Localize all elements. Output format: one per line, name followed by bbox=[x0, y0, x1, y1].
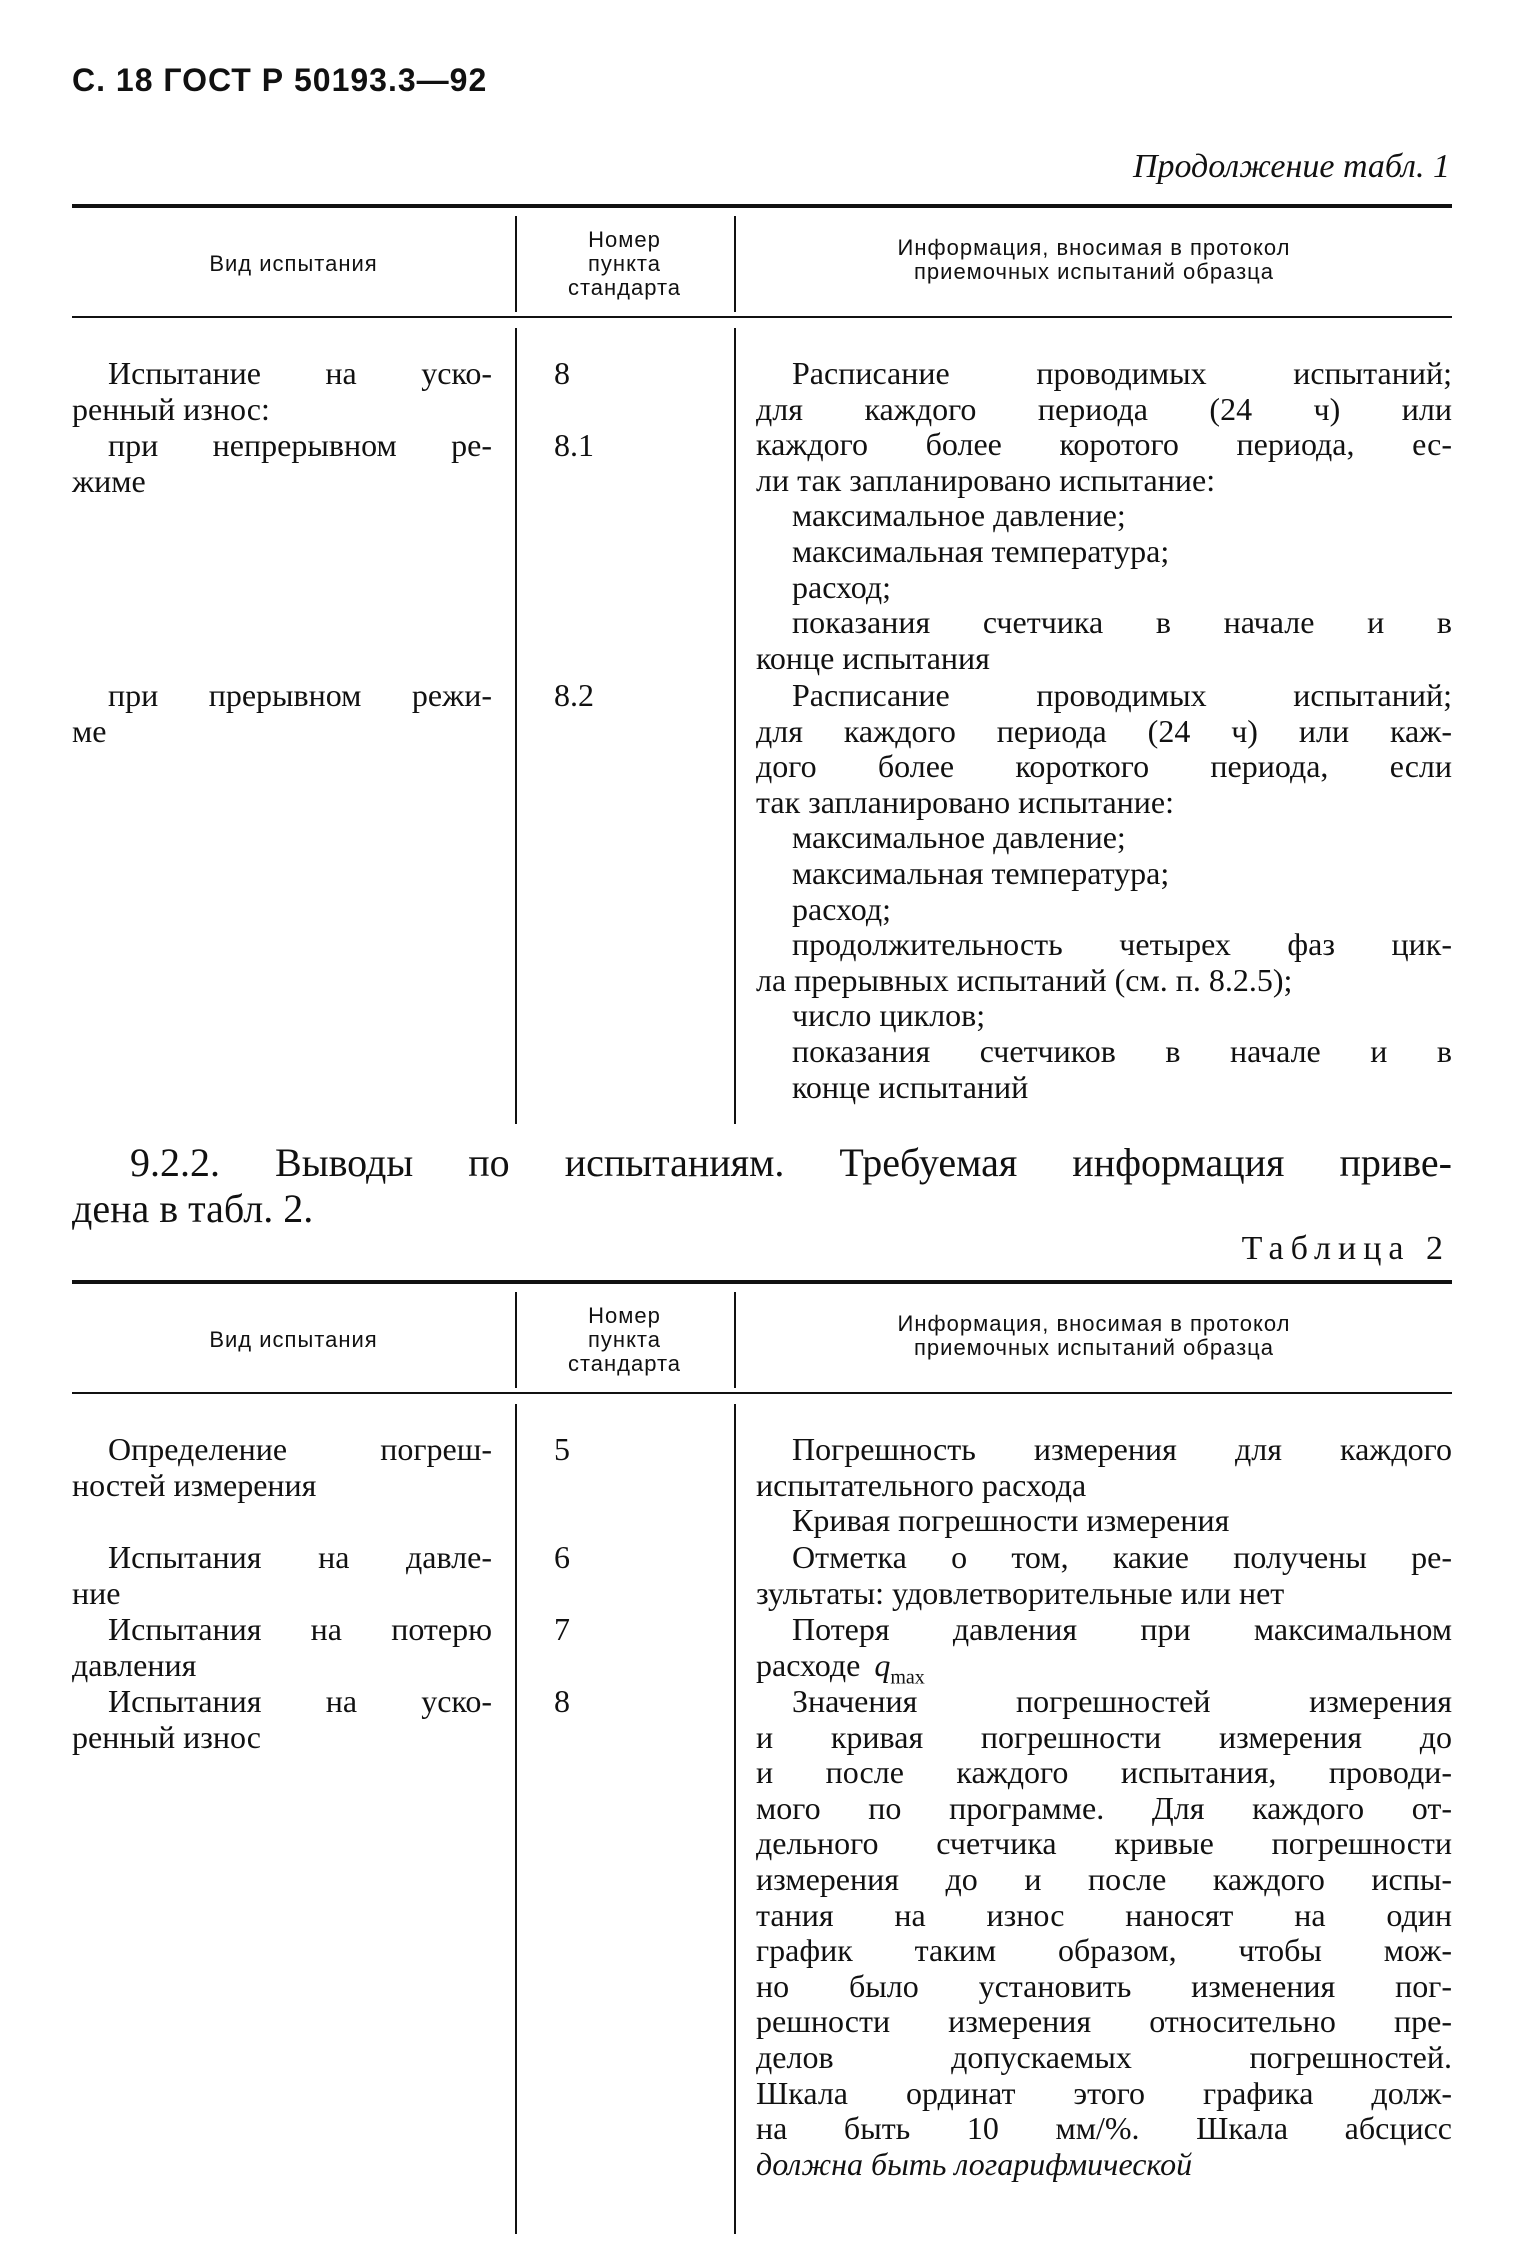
page-header: С. 18 ГОСТ Р 50193.3—92 bbox=[72, 62, 488, 98]
text-line: конце испытаний bbox=[792, 1068, 1029, 1105]
table-2-row-4-protocol-info bbox=[756, 1684, 1452, 2182]
table-2-row-1-protocol-info bbox=[756, 1432, 1452, 1539]
text-line: для каждого периода (24 ч) или каж- bbox=[756, 712, 1452, 749]
table-1-header-clause-number bbox=[515, 228, 734, 300]
text-line: делов допускаемых погрешностей. bbox=[756, 2038, 1452, 2075]
header-line: Номер bbox=[588, 227, 661, 252]
table-1-body-divider-2 bbox=[734, 328, 736, 1124]
text-line: Испытания на потерю bbox=[108, 1611, 492, 1647]
text-line: ренный износ bbox=[72, 1718, 261, 1755]
table-1-row-2-test-type bbox=[72, 428, 492, 499]
text-line: Шкала ординат этого графика долж- bbox=[756, 2074, 1452, 2111]
header-line: Номер bbox=[588, 1303, 661, 1328]
text-line: максимальная температура; bbox=[792, 532, 1170, 569]
text-line: Отметка о том, какие получены ре- bbox=[792, 1539, 1452, 1575]
text-line: число циклов; bbox=[792, 997, 986, 1034]
text-line: испытательного расхода bbox=[756, 1466, 1087, 1503]
text-line: Испытания на давле- bbox=[108, 1539, 492, 1575]
table-2-row-1-clause: 5 bbox=[554, 1431, 570, 1467]
text-line: показания счетчиков в начале и в bbox=[792, 1032, 1452, 1069]
text-line: Значения погрешностей измерения bbox=[792, 1683, 1452, 1719]
text-line: ме bbox=[72, 712, 107, 749]
text-fragment: расходе bbox=[756, 1646, 861, 1683]
table-1-row-1-test-type bbox=[72, 356, 492, 427]
table-1-body-divider-1 bbox=[515, 328, 517, 1124]
text-line: должна быть логарифмической bbox=[756, 2145, 1193, 2182]
q-subscript: max bbox=[890, 1665, 925, 1688]
table-1-row-2-clause: 8.1 bbox=[554, 427, 594, 463]
paragraph-9-2-2 bbox=[72, 1140, 1452, 1232]
continuation-caption: Продолжение табл. 1 bbox=[1132, 148, 1450, 185]
table-2-row-2-test-type bbox=[72, 1540, 492, 1611]
header-line: приемочных испытаний образца bbox=[914, 1335, 1274, 1360]
table-2-header-test-type: Вид испытания bbox=[209, 1327, 378, 1352]
text-line: максимальное давление; bbox=[792, 497, 1126, 534]
table-2-top-rule bbox=[72, 1280, 1452, 1284]
header-line: Информация, вносимая в протокол bbox=[897, 235, 1291, 260]
text-line: расход; bbox=[792, 568, 892, 605]
text-line: каждого более коротого периода, ес- bbox=[756, 426, 1452, 463]
text-line: жиме bbox=[72, 462, 146, 499]
text-line: максимальное давление; bbox=[792, 819, 1126, 856]
text-line: Определение погреш- bbox=[108, 1431, 492, 1467]
table-2-row-4-clause: 8 bbox=[554, 1683, 570, 1719]
table-2-row-2-clause: 6 bbox=[554, 1539, 570, 1575]
table-2-row-3-clause: 7 bbox=[554, 1611, 570, 1647]
text-line: Расписание проводимых испытаний; bbox=[792, 677, 1452, 713]
header-line: приемочных испытаний образца bbox=[914, 259, 1274, 284]
table-2 bbox=[72, 1280, 1452, 2240]
table-2-row-3-test-type bbox=[72, 1612, 492, 1683]
q-symbol: q bbox=[874, 1646, 891, 1683]
text-line: Потеря давления при максимальном bbox=[792, 1611, 1452, 1647]
text-line: Кривая погрешности измерения bbox=[792, 1502, 1230, 1539]
text-line: давления bbox=[72, 1646, 197, 1683]
text-line: ние bbox=[72, 1574, 121, 1611]
text-line: Расписание проводимых испытаний; bbox=[792, 355, 1452, 391]
table-1-row-3-clause: 8.2 bbox=[554, 677, 594, 713]
table-1 bbox=[72, 204, 1452, 1134]
text-line: на быть 10 мм/%. Шкала абсцисс bbox=[756, 2110, 1452, 2147]
table-2-row-2-protocol-info bbox=[756, 1540, 1452, 1611]
text-line: зультаты: удовлетворительные или нет bbox=[756, 1574, 1285, 1611]
header-line: стандарта bbox=[567, 275, 682, 300]
header-line: Информация, вносимая в протокол bbox=[897, 1311, 1291, 1336]
table-2-row-4-test-type bbox=[72, 1684, 492, 1755]
text-line: для каждого периода (24 ч) или bbox=[756, 390, 1452, 427]
table-1-header-protocol-info bbox=[736, 236, 1452, 284]
text-line: измерения до и после каждого испы- bbox=[756, 1860, 1452, 1897]
header-line: пункта bbox=[588, 1327, 661, 1352]
text-line: конце испытания bbox=[756, 639, 990, 676]
text-line: Погрешность измерения для каждого bbox=[792, 1431, 1452, 1467]
text-line: Испытания на уско- bbox=[108, 1683, 492, 1719]
text-line: решности измерения относительно пре- bbox=[756, 2003, 1452, 2040]
text-line: тания на износ наносят на один bbox=[756, 1896, 1452, 1933]
text-line: ренный износ: bbox=[72, 390, 270, 427]
table-2-header-rule bbox=[72, 1392, 1452, 1394]
table-1-row-3-protocol-info bbox=[756, 678, 1452, 1105]
text-line: при прерывном режи- bbox=[108, 677, 492, 713]
table-2-caption: Таблица 2 bbox=[1241, 1230, 1450, 1267]
text-line: Испытание на уско- bbox=[108, 355, 492, 391]
header-line: пункта bbox=[588, 251, 661, 276]
text-line: ли так запланировано испытание: bbox=[756, 461, 1216, 498]
table-1-header-test-type: Вид испытания bbox=[209, 251, 378, 276]
table-2-body-divider-1 bbox=[515, 1404, 517, 2234]
text-line: и кривая погрешности измерения до bbox=[756, 1718, 1452, 1755]
table-1-row-3-test-type bbox=[72, 678, 492, 749]
text-line: и после каждого испытания, проводи- bbox=[756, 1754, 1452, 1791]
text-line: дельного счетчика кривые погрешности bbox=[756, 1825, 1452, 1862]
table-1-row-2-protocol-info bbox=[756, 356, 1452, 676]
text-line: ла прерывных испытаний (см. п. 8.2.5); bbox=[756, 961, 1293, 998]
text-line: но было установить изменения пог- bbox=[756, 1967, 1452, 2004]
text-line: дена в табл. 2. bbox=[72, 1186, 314, 1231]
text-line: ностей измерения bbox=[72, 1466, 317, 1503]
table-1-row-1-clause: 8 bbox=[554, 355, 570, 391]
table-2-header-protocol-info bbox=[736, 1312, 1452, 1360]
table-1-header-rule bbox=[72, 316, 1452, 318]
text-line: продолжительность четырех фаз цик- bbox=[792, 926, 1452, 963]
text-line: при непрерывном ре- bbox=[108, 427, 492, 463]
text-line: максимальная температура; bbox=[792, 854, 1170, 891]
header-line: стандарта bbox=[567, 1351, 682, 1376]
text-line: график таким образом, чтобы мож- bbox=[756, 1932, 1452, 1969]
text-line: 9.2.2. Выводы по испытаниям. Требуемая информация приве- bbox=[130, 1140, 1452, 1185]
text-line: расход; bbox=[792, 890, 892, 927]
text-line: так запланировано испытание: bbox=[756, 783, 1174, 820]
text-line: дого более короткого периода, если bbox=[756, 748, 1452, 785]
table-1-top-rule bbox=[72, 204, 1452, 208]
table-2-row-1-test-type bbox=[72, 1432, 492, 1503]
text-line: мого по программе. Для каждого от- bbox=[756, 1789, 1452, 1826]
table-2-body-divider-2 bbox=[734, 1404, 736, 2234]
table-2-header-clause-number bbox=[515, 1304, 734, 1376]
text-line: показания счетчика в начале и в bbox=[792, 604, 1452, 641]
